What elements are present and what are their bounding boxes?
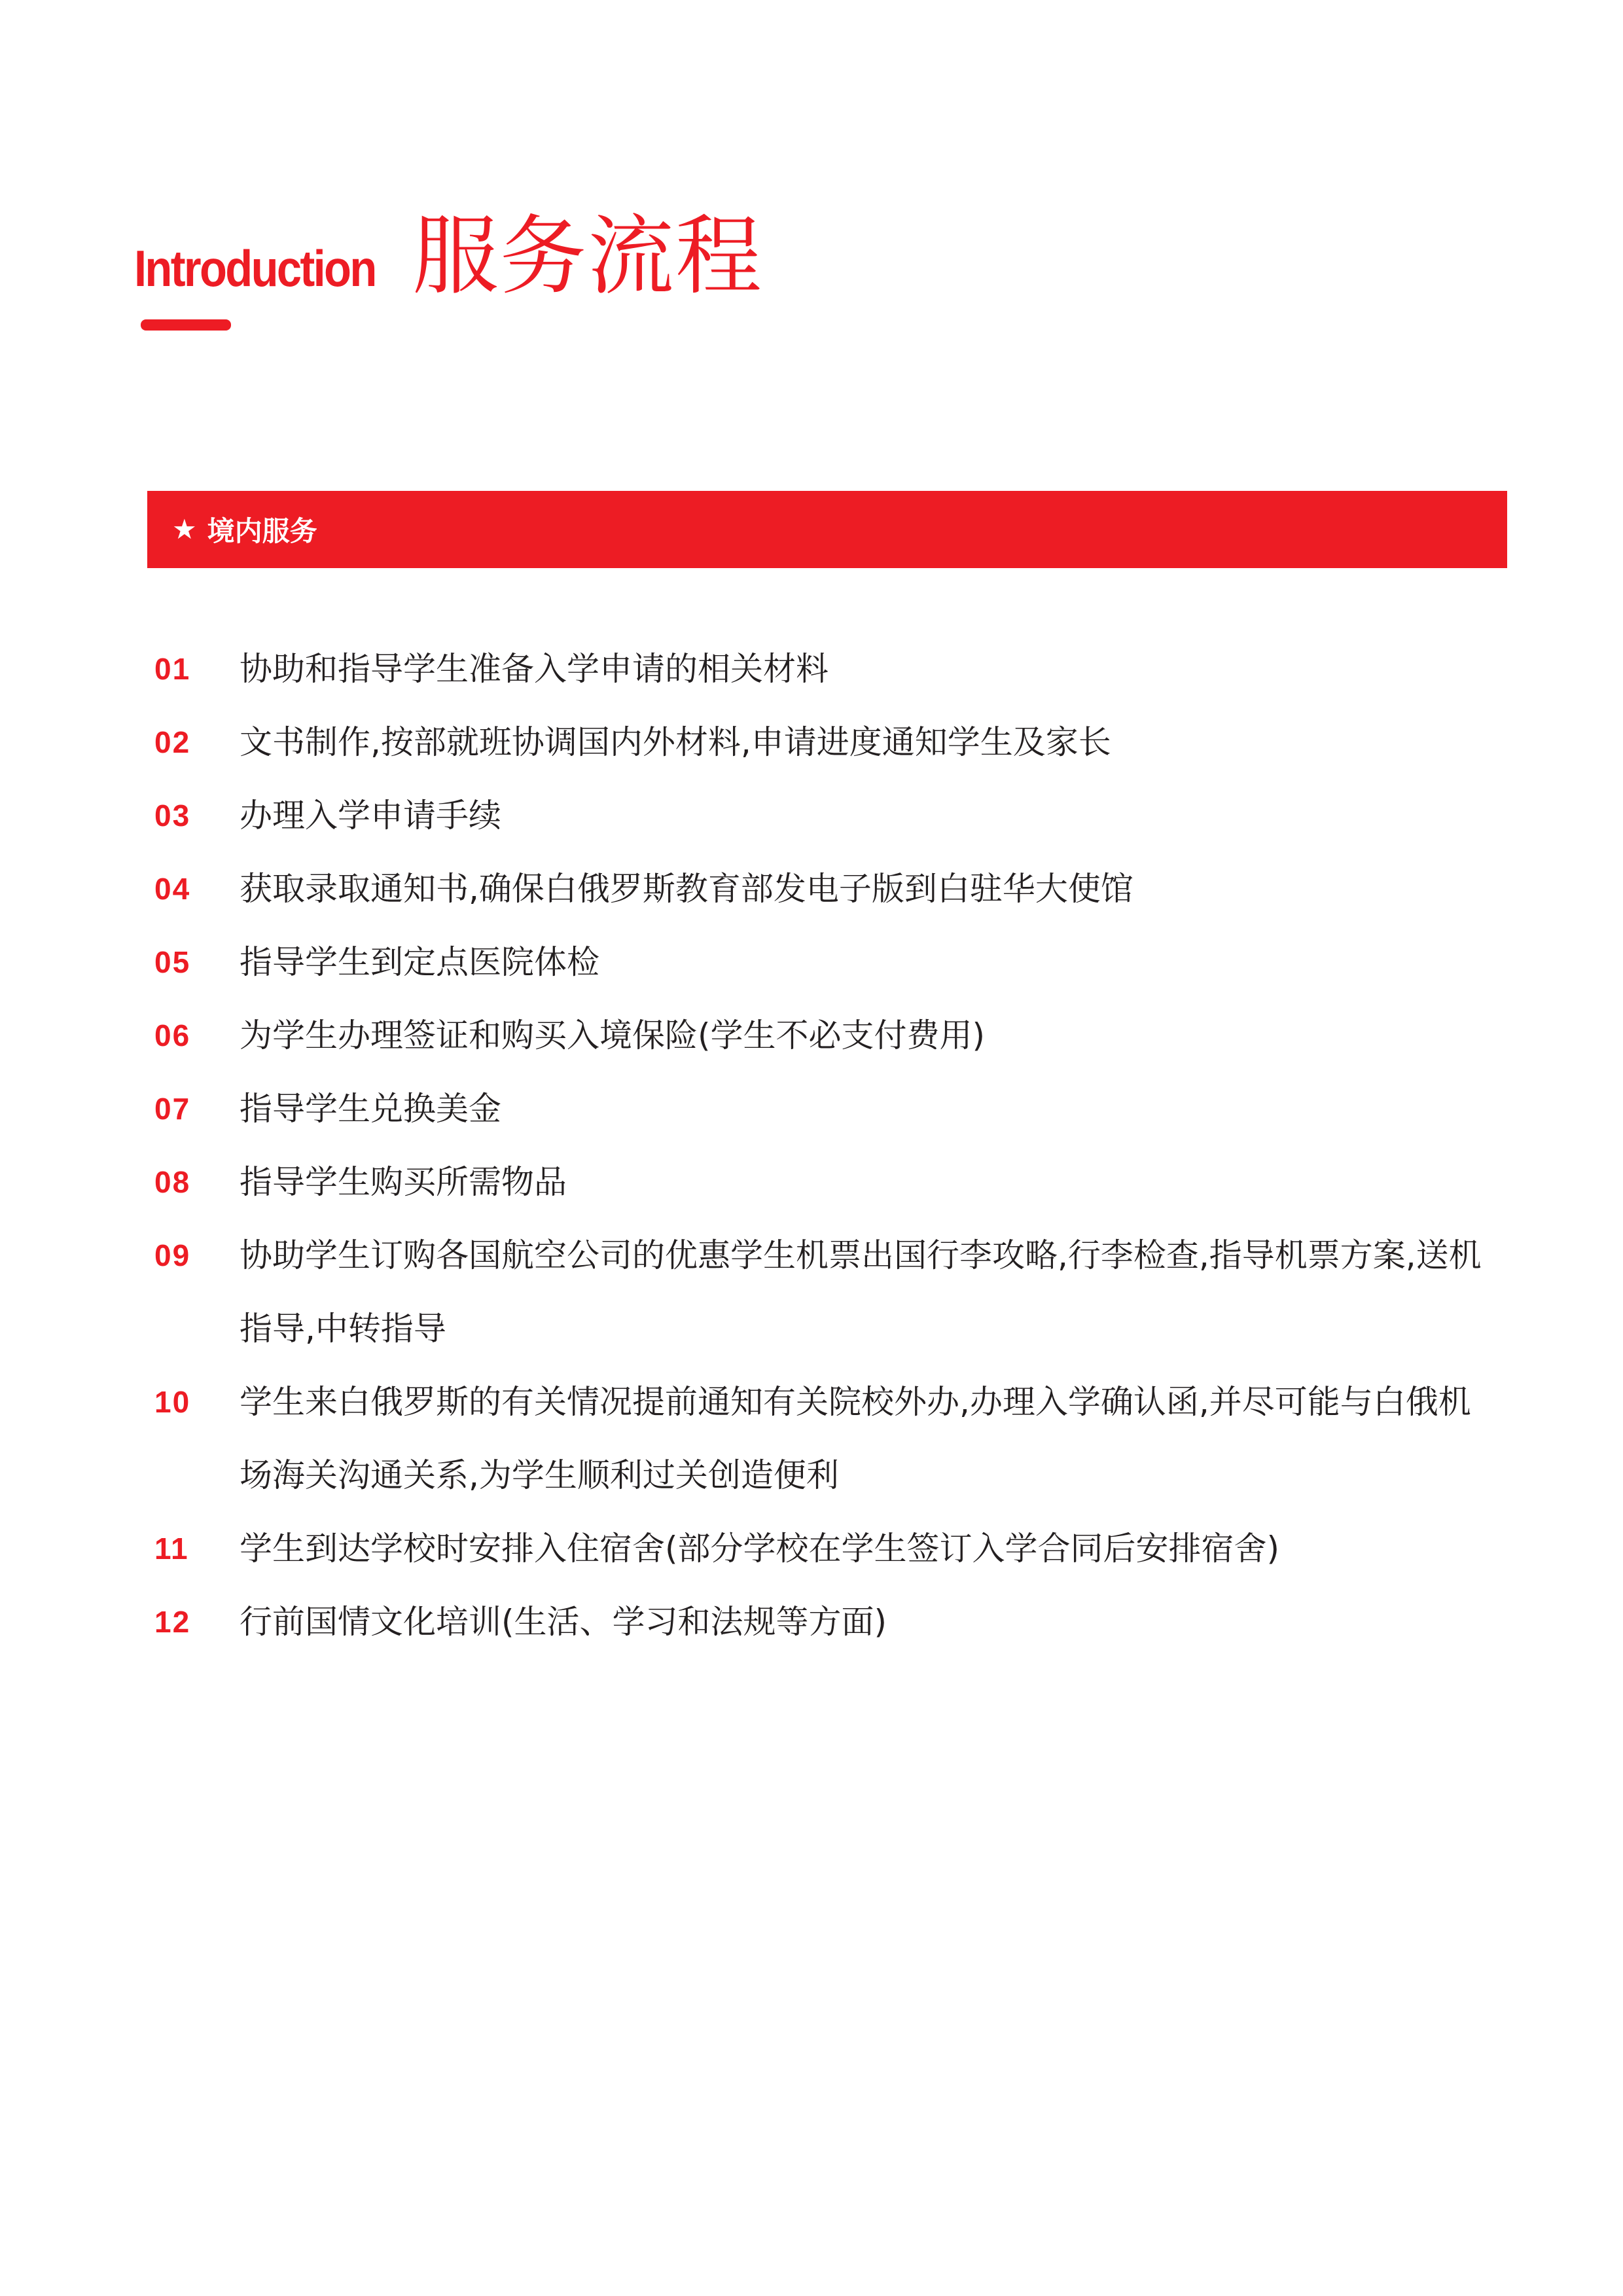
page-header (134, 187, 763, 311)
header-title-cn: 服务流程 (412, 206, 763, 307)
step-number: 09 (154, 1238, 191, 1272)
step-number: 10 (154, 1385, 191, 1419)
step-item (154, 1219, 1489, 1365)
step-number: 11 (154, 1532, 189, 1566)
step-text: 学生来白俄罗斯的有关情况提前通知有关院校外办,办理入学确认函,并尽可能与白俄机场海关沟通关系,为学生顺利过关创造便利 (240, 1383, 1471, 1494)
step-number: 02 (154, 725, 191, 759)
step-text: 指导学生到定点医院体检 (240, 943, 599, 981)
section-banner (147, 491, 1507, 568)
step-text: 指导学生兑换美金 (240, 1090, 501, 1128)
step-item (154, 1145, 1489, 1219)
step-item (154, 1365, 1489, 1512)
step-item (154, 1072, 1489, 1145)
header-title-en: Introduction (134, 240, 376, 297)
step-text: 行前国情文化培训(生活、学习和法规等方面) (240, 1603, 887, 1641)
step-item (154, 852, 1489, 925)
step-item (154, 925, 1489, 999)
star-icon: ★ (172, 513, 197, 545)
step-item (154, 779, 1489, 852)
step-text: 指导学生购买所需物品 (240, 1163, 567, 1201)
step-item (154, 706, 1489, 779)
step-text: 为学生办理签证和购买入境保险(学生不必支付费用) (240, 1016, 986, 1054)
step-text: 协助学生订购各国航空公司的优惠学生机票出国行李攻略,行李检查,指导机票方案,送机指导,中转指导 (240, 1236, 1482, 1348)
step-item (154, 1512, 1489, 1585)
step-text: 学生到达学校时安排入住宿舍(部分学校在学生签订入学合同后安排宿舍) (240, 1530, 1280, 1568)
step-item (154, 1585, 1489, 1659)
step-number: 01 (154, 652, 191, 686)
step-number: 05 (154, 945, 191, 979)
step-text: 办理入学申请手续 (240, 797, 501, 834)
step-number: 06 (154, 1018, 191, 1052)
step-number: 04 (154, 872, 191, 906)
step-number: 12 (154, 1605, 191, 1639)
step-item (154, 999, 1489, 1072)
step-text: 协助和指导学生准备入学申请的相关材料 (240, 650, 829, 688)
service-step-list (154, 632, 1489, 1659)
step-text: 文书制作,按部就班协调国内外材料,申请进度通知学生及家长 (240, 723, 1111, 761)
header-underline-divider (141, 319, 231, 331)
section-title: 境内服务 (207, 515, 317, 547)
step-text: 获取录取通知书,确保白俄罗斯教育部发电子版到白驻华大使馆 (240, 870, 1133, 908)
step-number: 08 (154, 1165, 191, 1199)
step-number: 03 (154, 798, 191, 833)
step-number: 07 (154, 1092, 191, 1126)
step-item (154, 632, 1489, 706)
